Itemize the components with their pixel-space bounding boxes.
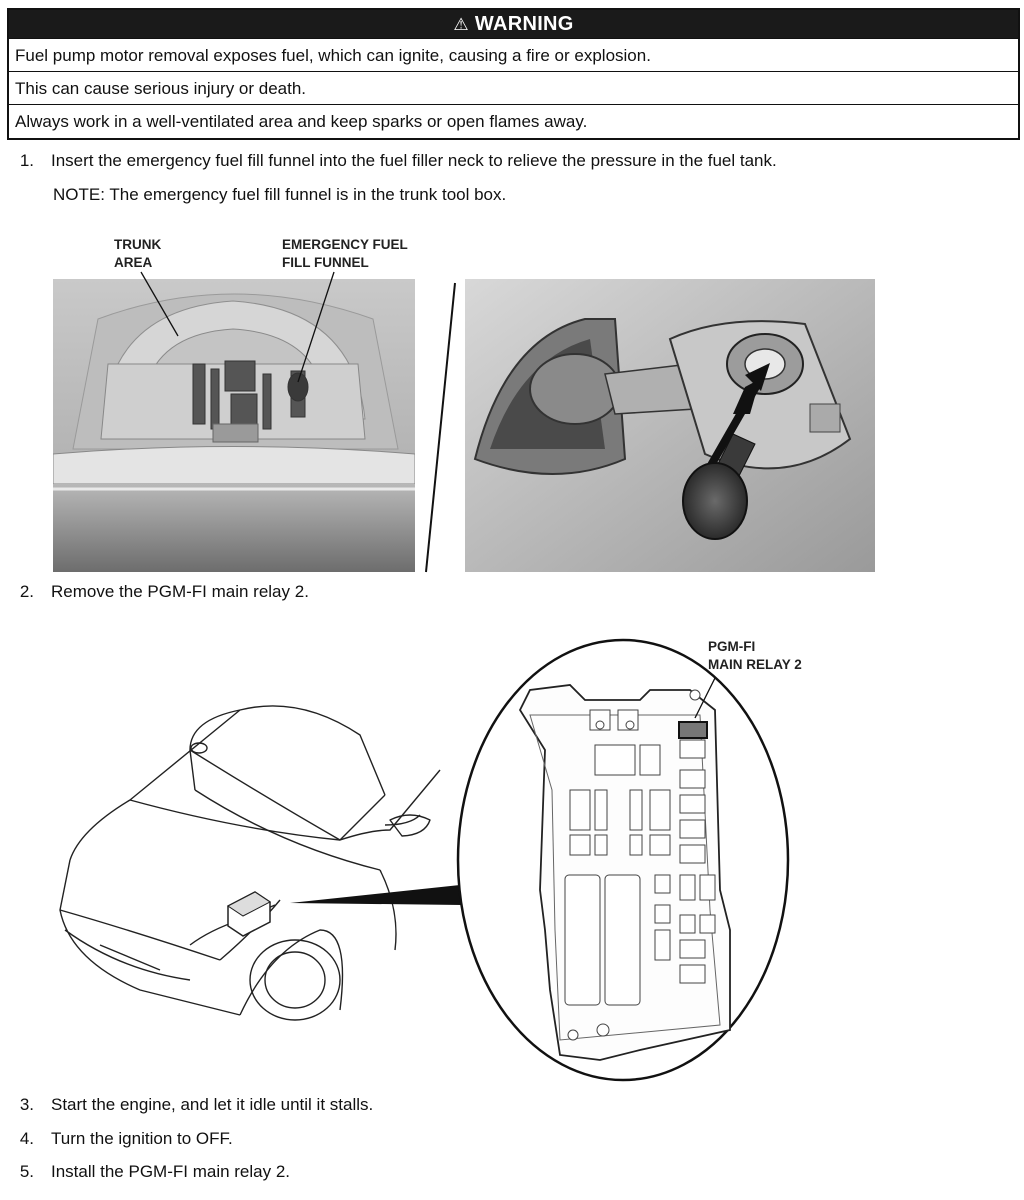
step-text: Install the PGM-FI main relay 2.	[51, 1162, 291, 1181]
warning-line: This can cause serious injury or death.	[9, 71, 1018, 104]
callout-line: AREA	[114, 255, 153, 270]
step-number: 5.	[19, 1162, 34, 1181]
callout-line: PGM-FI	[708, 639, 756, 654]
callout-line: TRUNK	[114, 237, 162, 252]
step-4	[0, 1128, 233, 1150]
step-number: 2.	[19, 582, 34, 601]
callout-line: FILL FUNNEL	[282, 255, 369, 270]
note-text: NOTE: The emergency fuel fill funnel is in the trunk tool box.	[53, 185, 507, 204]
step-number: 1.	[19, 151, 34, 170]
step-number: 3.	[19, 1095, 34, 1114]
step-text: Start the engine, and let it idle until it stalls.	[51, 1095, 374, 1114]
step-text: Turn the ignition to OFF.	[51, 1129, 233, 1148]
engine-bay-relay-illustration	[40, 630, 820, 1090]
warning-triangle-icon: ⚠	[453, 15, 469, 34]
step-2	[0, 581, 309, 603]
step-text: Insert the emergency fuel fill funnel into the fuel filler neck to relieve the pressure in the fuel tank.	[51, 151, 777, 170]
step-number: 4.	[19, 1129, 34, 1148]
fuel-filler-neck-illustration	[465, 279, 875, 572]
warning-line: Always work in a well-ventilated area and keep sparks or open flames away.	[9, 104, 1018, 137]
callout-line: EMERGENCY FUEL	[282, 237, 408, 252]
step-text: Remove the PGM-FI main relay 2.	[51, 582, 309, 601]
warning-line: Fuel pump motor removal exposes fuel, which can ignite, causing a fire or explosion.	[9, 38, 1018, 71]
step-3	[0, 1094, 373, 1116]
warning-title: WARNING	[474, 13, 574, 35]
callout-line: MAIN RELAY 2	[708, 657, 802, 672]
step-5	[0, 1161, 290, 1183]
